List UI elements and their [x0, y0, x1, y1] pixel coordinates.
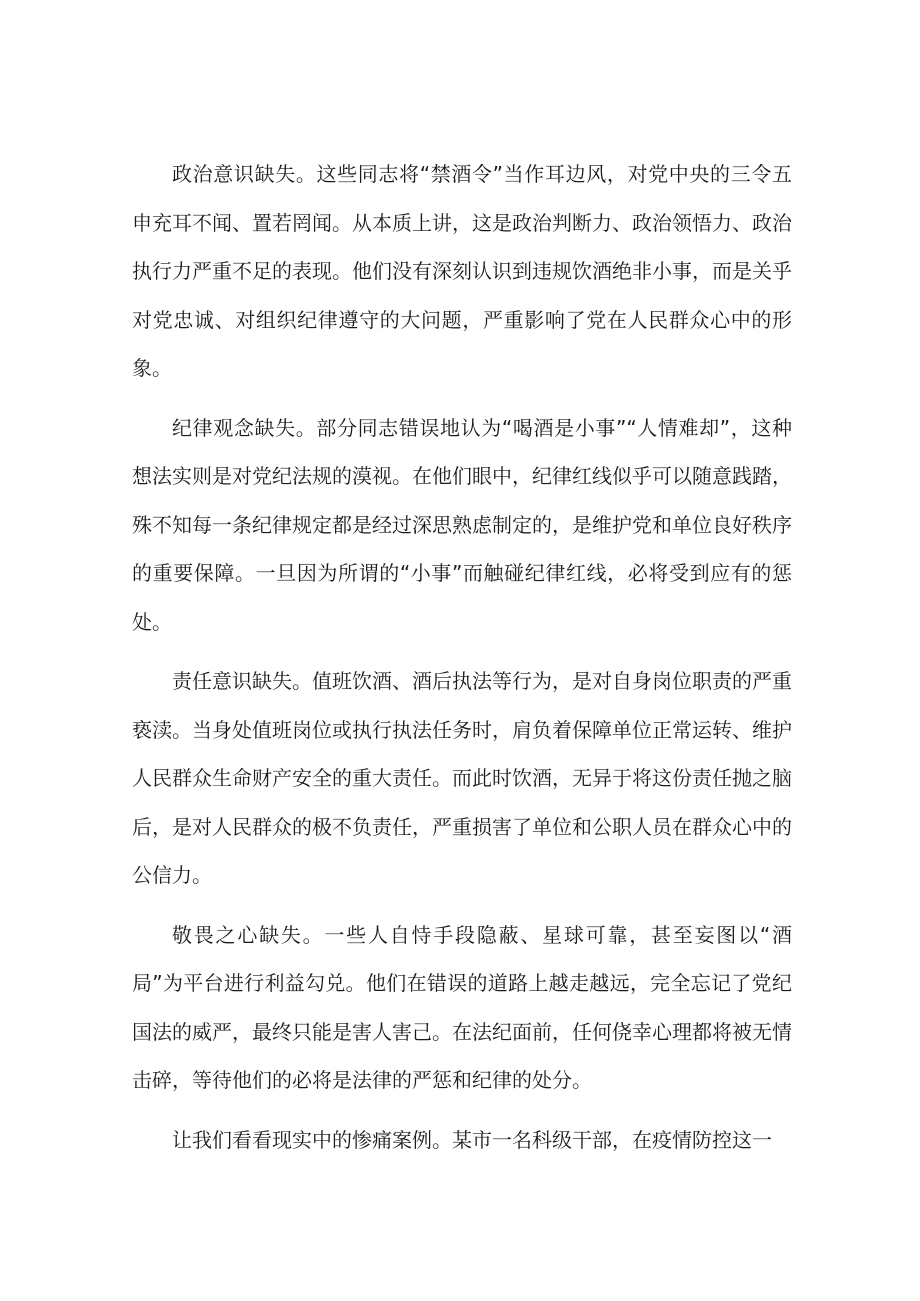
paragraph-responsibility: 责任意识缺失。值班饮酒、酒后执法等行为，是对自身岗位职责的严重亵渎。当身处值班岗位或执行执法任务时，肩负着保障单位正常运转、维护人民群众生命财产安全的重大责任。而此时饮酒，无异于将这份责任抛之脑后，是对人民群众的极不负责任，严重损害了单位和公职人员在群众心中的公信力。	[132, 669, 792, 887]
paragraph-reverence: 敬畏之心缺失。一些人自恃手段隐蔽、星球可靠，甚至妄图以“酒局”为平台进行利益勾兑。他们在错误的道路上越走越远，完全忘记了党纪国法的威严，最终只能是害人害己。在法纪面前，任何侥幸心理都将被无情击碎，等待他们的必将是法律的严惩和纪律的处分。	[132, 922, 792, 1092]
paragraph-discipline-concept: 纪律观念缺失。部分同志错误地认为“喝酒是小事”“人情难却”，这种想法实则是对党纪法规的漠视。在他们眼中，纪律红线似乎可以随意践踏，殊不知每一条纪律规定都是经过深思熟虑制定的，是维护党和单位良好秩序的重要保障。一旦因为所谓的“小事”而触碰纪律红线，必将受到应有的惩处。	[132, 415, 792, 634]
document-body	[132, 150, 792, 1175]
paragraph-case-intro: 让我们看看现实中的惨痛案例。某市一名科级干部，在疫情防控这一	[172, 1127, 772, 1152]
paragraph-political-awareness: 政治意识缺失。这些同志将“禁酒令”当作耳边风，对党中央的三令五申充耳不闻、置若罔闻。从本质上讲，这是政治判断力、政治领悟力、政治执行力严重不足的表现。他们没有深刻认识到违规饮酒绝非小事，而是关乎对党忠诚、对组织纪律遵守的大问题，严重影响了党在人民群众心中的形象。	[132, 162, 792, 380]
